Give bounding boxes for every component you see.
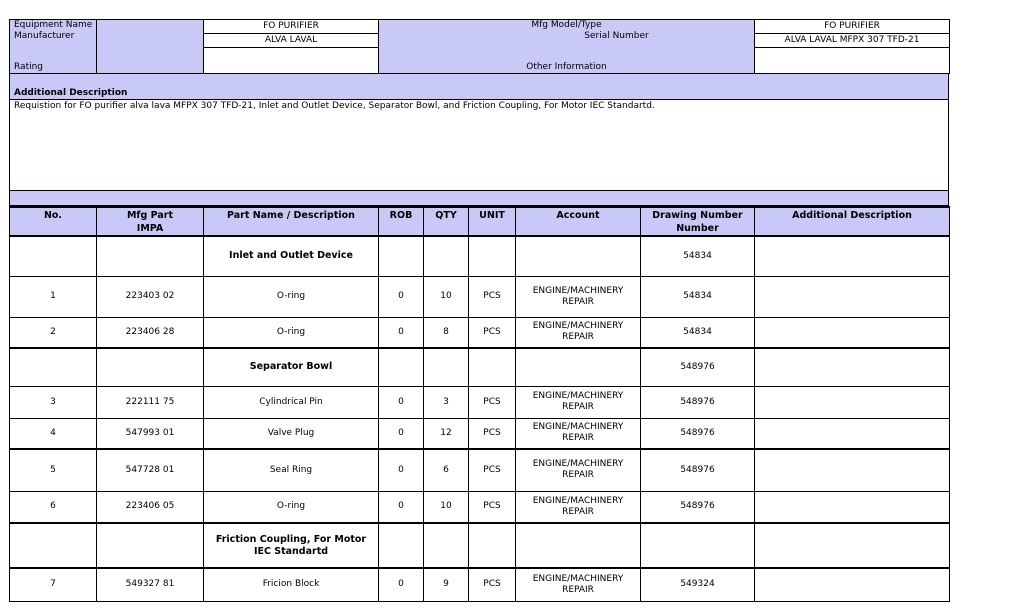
drawing-number: 54834 — [641, 276, 755, 317]
table-row — [10, 568, 950, 601]
account-line1: ENGINE/MACHINERY — [532, 459, 624, 470]
section-row — [10, 236, 950, 276]
mfg-part-number: 223403 02 — [97, 276, 204, 317]
part-name: O-ring — [204, 276, 379, 317]
account-line2: REPAIR — [562, 584, 594, 595]
additional-description-text: Requistion for FO purifier alva lava MFPX 307 TFD-21, Inlet and Outlet Device, Separator Bowl, and Friction Coupling, For Motor IEC Standartd. — [9, 100, 949, 191]
section-name-line2: IEC Standartd — [253, 545, 329, 557]
account-line2: REPAIR — [562, 470, 594, 481]
col-header-drawing-line2: Number — [676, 223, 719, 234]
model-labels-cell — [379, 20, 755, 48]
additional-description-cell — [755, 276, 950, 317]
col-header-rob: ROB — [379, 207, 424, 236]
part-name: O-ring — [204, 317, 379, 348]
drawing-number: 548976 — [641, 449, 755, 491]
col-header-drawing-number — [641, 207, 755, 236]
rob-value: 0 — [379, 386, 424, 418]
account-value — [516, 449, 641, 491]
mfg-model-label: Mfg Model/Type — [531, 20, 602, 30]
part-name: Seal Ring — [204, 449, 379, 491]
item-no: 4 — [10, 418, 97, 449]
rob-value: 0 — [379, 418, 424, 449]
table-row — [10, 317, 950, 348]
qty-value: 10 — [424, 491, 469, 523]
table-row — [10, 386, 950, 418]
additional-description-cell — [755, 568, 950, 601]
table-row — [10, 276, 950, 317]
mfg-part-number: 547728 01 — [97, 449, 204, 491]
manufacturer-value: ALVA LAVAL — [204, 34, 379, 48]
account-line1: ENGINE/MACHINERY — [532, 495, 624, 506]
drawing-number: 54834 — [641, 236, 755, 276]
equipment-header-table — [9, 19, 950, 74]
section-row — [10, 348, 950, 386]
additional-description-cell — [755, 386, 950, 418]
additional-description-cell — [755, 491, 950, 523]
drawing-number: 549324 — [641, 568, 755, 601]
mfg-part-number: 223406 28 — [97, 317, 204, 348]
rob-value: 0 — [379, 491, 424, 523]
account-line1: ENGINE/MACHINERY — [532, 573, 624, 584]
account-value — [516, 317, 641, 348]
mfg-model-value: FO PURIFIER — [755, 20, 950, 34]
table-row — [10, 491, 950, 523]
account-line1: ENGINE/MACHINERY — [532, 391, 624, 401]
account-line1: ENGINE/MACHINERY — [532, 321, 624, 332]
table-row — [10, 418, 950, 449]
section-name: Inlet and Outlet Device — [204, 236, 379, 276]
account-line1: ENGINE/MACHINERY — [532, 422, 624, 433]
account-value — [516, 276, 641, 317]
col-header-qty: QTY — [424, 207, 469, 236]
requisition-sheet — [9, 19, 949, 602]
section-name-line1: Friction Coupling, For Motor — [215, 533, 367, 545]
mfg-part-number: 222111 75 — [97, 386, 204, 418]
item-no: 6 — [10, 491, 97, 523]
col-header-drawing-line1: Drawing Number — [652, 210, 743, 221]
account-line1: ENGINE/MACHINERY — [532, 285, 624, 296]
item-no: 5 — [10, 449, 97, 491]
unit-value: PCS — [469, 491, 516, 523]
serial-number-label: Serial Number — [584, 31, 649, 41]
account-line2: REPAIR — [562, 296, 594, 307]
rating-label: Rating — [10, 48, 97, 74]
col-header-part-name: Part Name / Description — [204, 207, 379, 236]
drawing-number: 548976 — [641, 418, 755, 449]
section-row — [10, 523, 950, 568]
qty-value: 10 — [424, 276, 469, 317]
item-no: 7 — [10, 568, 97, 601]
account-value — [516, 491, 641, 523]
item-no: 1 — [10, 276, 97, 317]
equipment-name-label: Equipment Name — [14, 20, 93, 30]
table-row — [10, 449, 950, 491]
manufacturer-label: Manufacturer — [14, 31, 75, 41]
unit-value: PCS — [469, 276, 516, 317]
part-name: O-ring — [204, 491, 379, 523]
col-header-mfg-part-line1: Mfg Part — [126, 210, 174, 221]
col-header-account: Account — [516, 207, 641, 236]
section-name — [204, 523, 379, 568]
drawing-number — [641, 523, 755, 568]
item-no: 2 — [10, 317, 97, 348]
qty-value: 3 — [424, 386, 469, 418]
parts-table-header-row — [10, 207, 950, 236]
col-header-no: No. — [10, 207, 97, 236]
col-header-mfg-part — [97, 207, 204, 236]
unit-value: PCS — [469, 418, 516, 449]
parts-table — [9, 206, 950, 602]
other-information-label: Other Information — [379, 48, 755, 74]
account-value — [516, 386, 641, 418]
account-value — [516, 418, 641, 449]
unit-value: PCS — [469, 449, 516, 491]
unit-value: PCS — [469, 386, 516, 418]
account-line2: REPAIR — [562, 506, 594, 517]
rating-value — [204, 48, 379, 74]
drawing-number: 548976 — [641, 491, 755, 523]
equipment-label-filler — [97, 20, 204, 74]
mfg-part-number: 223406 05 — [97, 491, 204, 523]
col-header-unit: UNIT — [469, 207, 516, 236]
equipment-name-value: FO PURIFIER — [204, 20, 379, 34]
qty-value: 12 — [424, 418, 469, 449]
section-divider-band — [9, 191, 949, 206]
section-name: Separator Bowl — [204, 348, 379, 386]
account-line2: REPAIR — [562, 332, 594, 343]
qty-value: 8 — [424, 317, 469, 348]
drawing-number: 548976 — [641, 348, 755, 386]
additional-description-heading: Additional Description — [14, 88, 128, 98]
equipment-labels-cell — [10, 20, 97, 48]
unit-value: PCS — [469, 317, 516, 348]
drawing-number: 54834 — [641, 317, 755, 348]
account-value — [516, 568, 641, 601]
part-name: Cylindrical Pin — [204, 386, 379, 418]
additional-description-cell — [755, 317, 950, 348]
item-no: 3 — [10, 386, 97, 418]
other-information-value — [755, 48, 950, 74]
rob-value: 0 — [379, 276, 424, 317]
col-header-mfg-part-line2: IMPA — [136, 223, 164, 234]
rob-value: 0 — [379, 568, 424, 601]
qty-value: 9 — [424, 568, 469, 601]
account-line2: REPAIR — [562, 433, 594, 444]
additional-description-cell — [755, 418, 950, 449]
serial-number-value: ALVA LAVAL MFPX 307 TFD-21 — [755, 34, 950, 48]
rob-value: 0 — [379, 449, 424, 491]
qty-value: 6 — [424, 449, 469, 491]
col-header-additional-description: Additional Description — [755, 207, 950, 236]
mfg-part-number: 549327 81 — [97, 568, 204, 601]
rob-value: 0 — [379, 317, 424, 348]
additional-description-cell — [755, 449, 950, 491]
drawing-number: 548976 — [641, 386, 755, 418]
part-name: Fricion Block — [204, 568, 379, 601]
additional-description-header — [9, 74, 949, 100]
mfg-part-number: 547993 01 — [97, 418, 204, 449]
account-line2: REPAIR — [562, 402, 594, 412]
unit-value: PCS — [469, 568, 516, 601]
part-name: Valve Plug — [204, 418, 379, 449]
